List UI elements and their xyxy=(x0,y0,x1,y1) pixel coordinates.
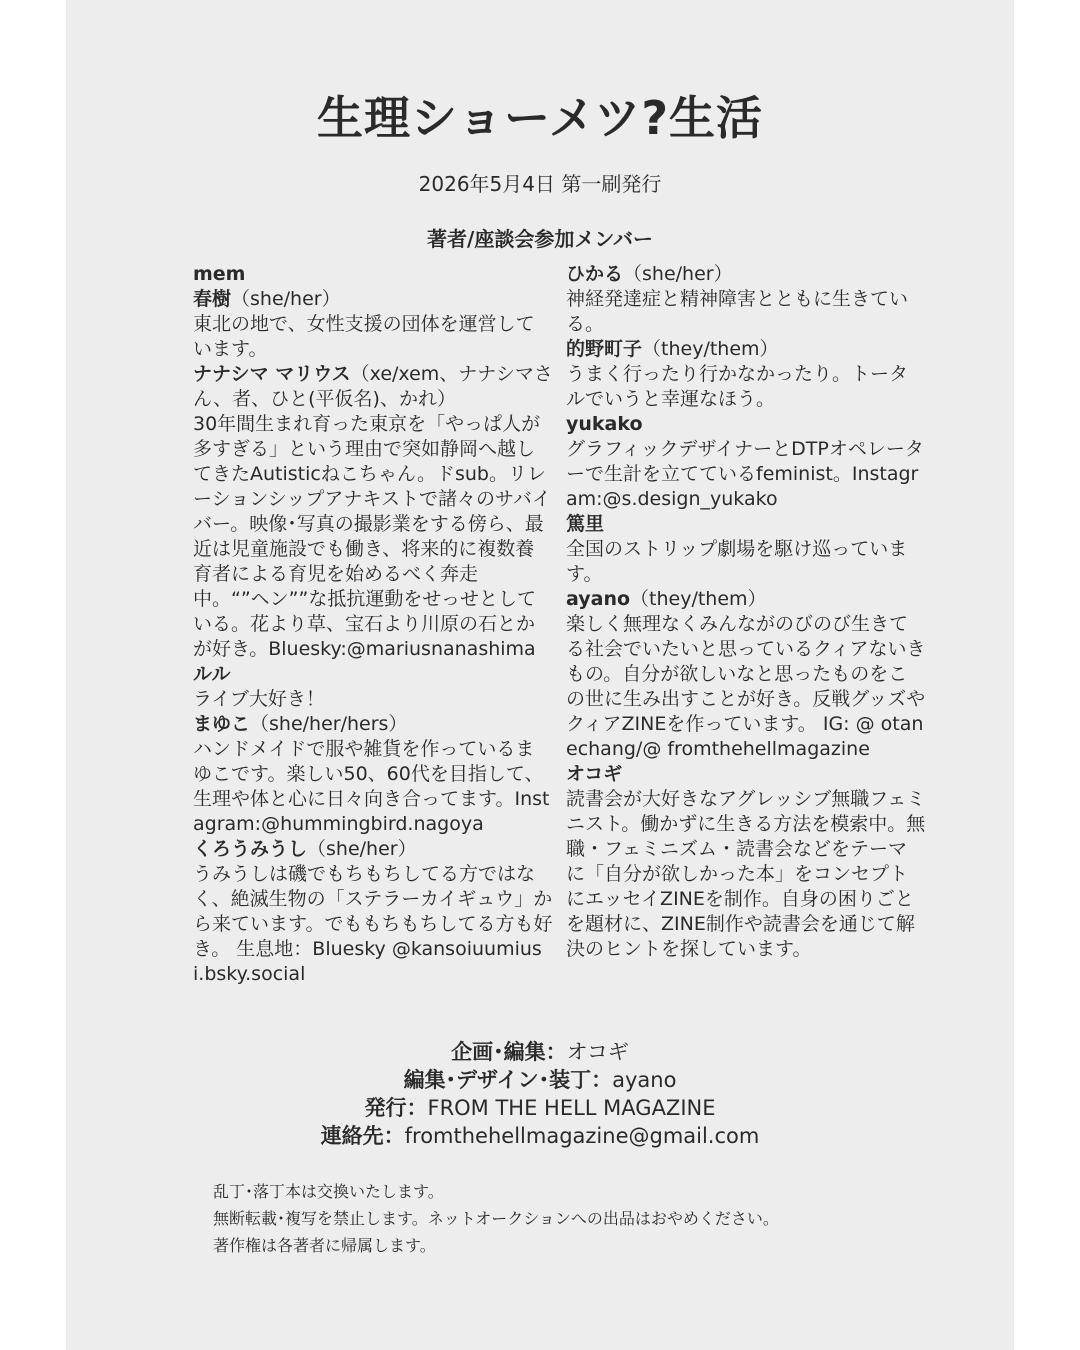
credit-line xyxy=(66,1038,1014,1066)
book-title: 生理ショーメツ?生活 xyxy=(316,91,764,145)
member-name: まゆこ xyxy=(193,713,251,735)
member-pronouns: （they/them） xyxy=(642,338,779,360)
credit-role: 発行： xyxy=(364,1096,428,1120)
member-entry xyxy=(566,412,926,512)
member-name: 春樹 xyxy=(193,288,232,310)
member-entry xyxy=(193,712,553,837)
member-bio: ライブ大好き！ xyxy=(193,688,325,710)
notice-line: 著作権は各著者に帰属します。 xyxy=(213,1236,436,1255)
member-name: 篤里 xyxy=(566,513,605,535)
member-pronouns: （she/her/hers） xyxy=(250,713,408,735)
publication-date: 2026年5月4日 第一刷発行 xyxy=(418,172,662,196)
credit-line xyxy=(66,1066,1014,1094)
member-bio: 楽しく無理なくみんながのびのび生きてる社会でいたいと思っているクィアないきもの。自分が欲しいなと思ったものをこの世に生み出すことが好き。反戦グッズやクィアZINEを作っています。 IG: @ otanechang/@ fromthehellmagazine xyxy=(566,613,926,760)
credit-line xyxy=(66,1122,1014,1150)
credit-value: オコギ xyxy=(566,1040,629,1064)
member-entry xyxy=(193,662,553,712)
member-bio: 読書会が大好きなアグレッシブ無職フェミニスト。働かずに生きる方法を模索中。無職・フェミニズム・読書会などをテーマに「自分が欲しかった本」をコンセプトにエッセイZINEを制作。自身の困りごとを題材に、ZINE制作や読書会を通じて解決のヒントを探しています。 xyxy=(566,788,926,960)
members-heading: 著者/座談会参加メンバー xyxy=(427,227,653,251)
credit-value: fromthehellmagazine@gmail.com xyxy=(404,1124,760,1148)
member-pronouns: （she/her） xyxy=(307,838,417,860)
colophon-page xyxy=(66,0,1014,1350)
members-right-column xyxy=(566,262,926,962)
notice-line: 無断転載･複写を禁止します。ネットオークションへの出品はおやめください。 xyxy=(213,1209,779,1228)
member-entry xyxy=(193,287,553,362)
credit-role: 連絡先： xyxy=(320,1124,405,1148)
notice-line: 乱丁･落丁本は交換いたします。 xyxy=(213,1182,444,1201)
member-name: ナナシマ マリウス xyxy=(193,363,351,385)
credits-block xyxy=(66,1038,1014,1150)
member-bio: 神経発達症と精神障害とともに生きている。 xyxy=(566,288,909,335)
member-entry xyxy=(193,362,553,662)
member-name: くろうみうし xyxy=(193,838,308,860)
member-name: 的野町子 xyxy=(566,338,643,360)
member-entry xyxy=(193,262,553,287)
credit-value: FROM THE HELL MAGAZINE xyxy=(427,1096,716,1120)
member-bio: うみうしは磯でもちもちしてる方ではなく、絶滅生物の「ステラーカイギュウ」から来ています。でももちもちしてる方も好き。 生息地：Bluesky @kansoiuumiusi.bsky.social xyxy=(193,863,553,985)
credit-role: 企画･編集： xyxy=(451,1040,567,1064)
member-bio: 30年間生まれ育った東京を「やっぱ人が多すぎる」という理由で突如静岡へ越してきたAutisticねこちゃん。ドsub。リレーションシップアナキストで諸々のサバイバー。映像･写真の撮影業をする傍ら、最近は児童施設でも働き、将来的に複数養育者による育児を始めるべく奔走中。“”ヘン””な抵抗運動をせっせとしている。花より草、宝石より川原の石とかが好き。Bluesky:@mariusnanashima xyxy=(193,413,551,660)
member-entry xyxy=(566,512,926,587)
notice-block xyxy=(213,1178,779,1259)
member-name: yukako xyxy=(566,413,643,435)
members-left-column xyxy=(193,262,553,987)
credit-line xyxy=(66,1094,1014,1122)
member-name: ayano xyxy=(566,588,631,610)
member-bio: うまく行ったり行かなかったり。トータルでいうと幸運なほう。 xyxy=(566,363,909,410)
credit-role: 編集･デザイン･装丁： xyxy=(403,1068,613,1092)
member-entry xyxy=(566,262,926,337)
member-entry xyxy=(566,762,926,962)
member-pronouns: （she/her） xyxy=(623,263,733,285)
member-pronouns: （xe/xem、ナナシマさん、者、ひと(平仮名)、かれ） xyxy=(193,363,553,410)
member-name: ひかる xyxy=(566,263,624,285)
member-name: オコギ xyxy=(566,763,623,785)
credit-value: ayano xyxy=(612,1068,677,1092)
member-pronouns: （she/her） xyxy=(231,288,341,310)
member-bio: グラフィックデザイナーとDTPオペレーターで生計を立てているfeminist。Instagram:@s.design_yukako xyxy=(566,438,924,510)
member-pronouns: （they/them） xyxy=(630,588,767,610)
member-bio: ハンドメイドで服や雑貨を作っているまゆこです。楽しい50、60代を目指して、生理や体と心に日々向き合ってます。Instagram:@hummingbird.nagoya xyxy=(193,738,550,835)
member-name: mem xyxy=(193,263,246,285)
member-bio: 東北の地で、女性支援の団体を運営しています。 xyxy=(193,313,535,360)
member-entry xyxy=(193,837,553,987)
member-entry xyxy=(566,587,926,762)
member-bio: 全国のストリップ劇場を駆け巡っています。 xyxy=(566,538,908,585)
member-name: ルル xyxy=(193,663,231,685)
member-entry xyxy=(566,337,926,412)
